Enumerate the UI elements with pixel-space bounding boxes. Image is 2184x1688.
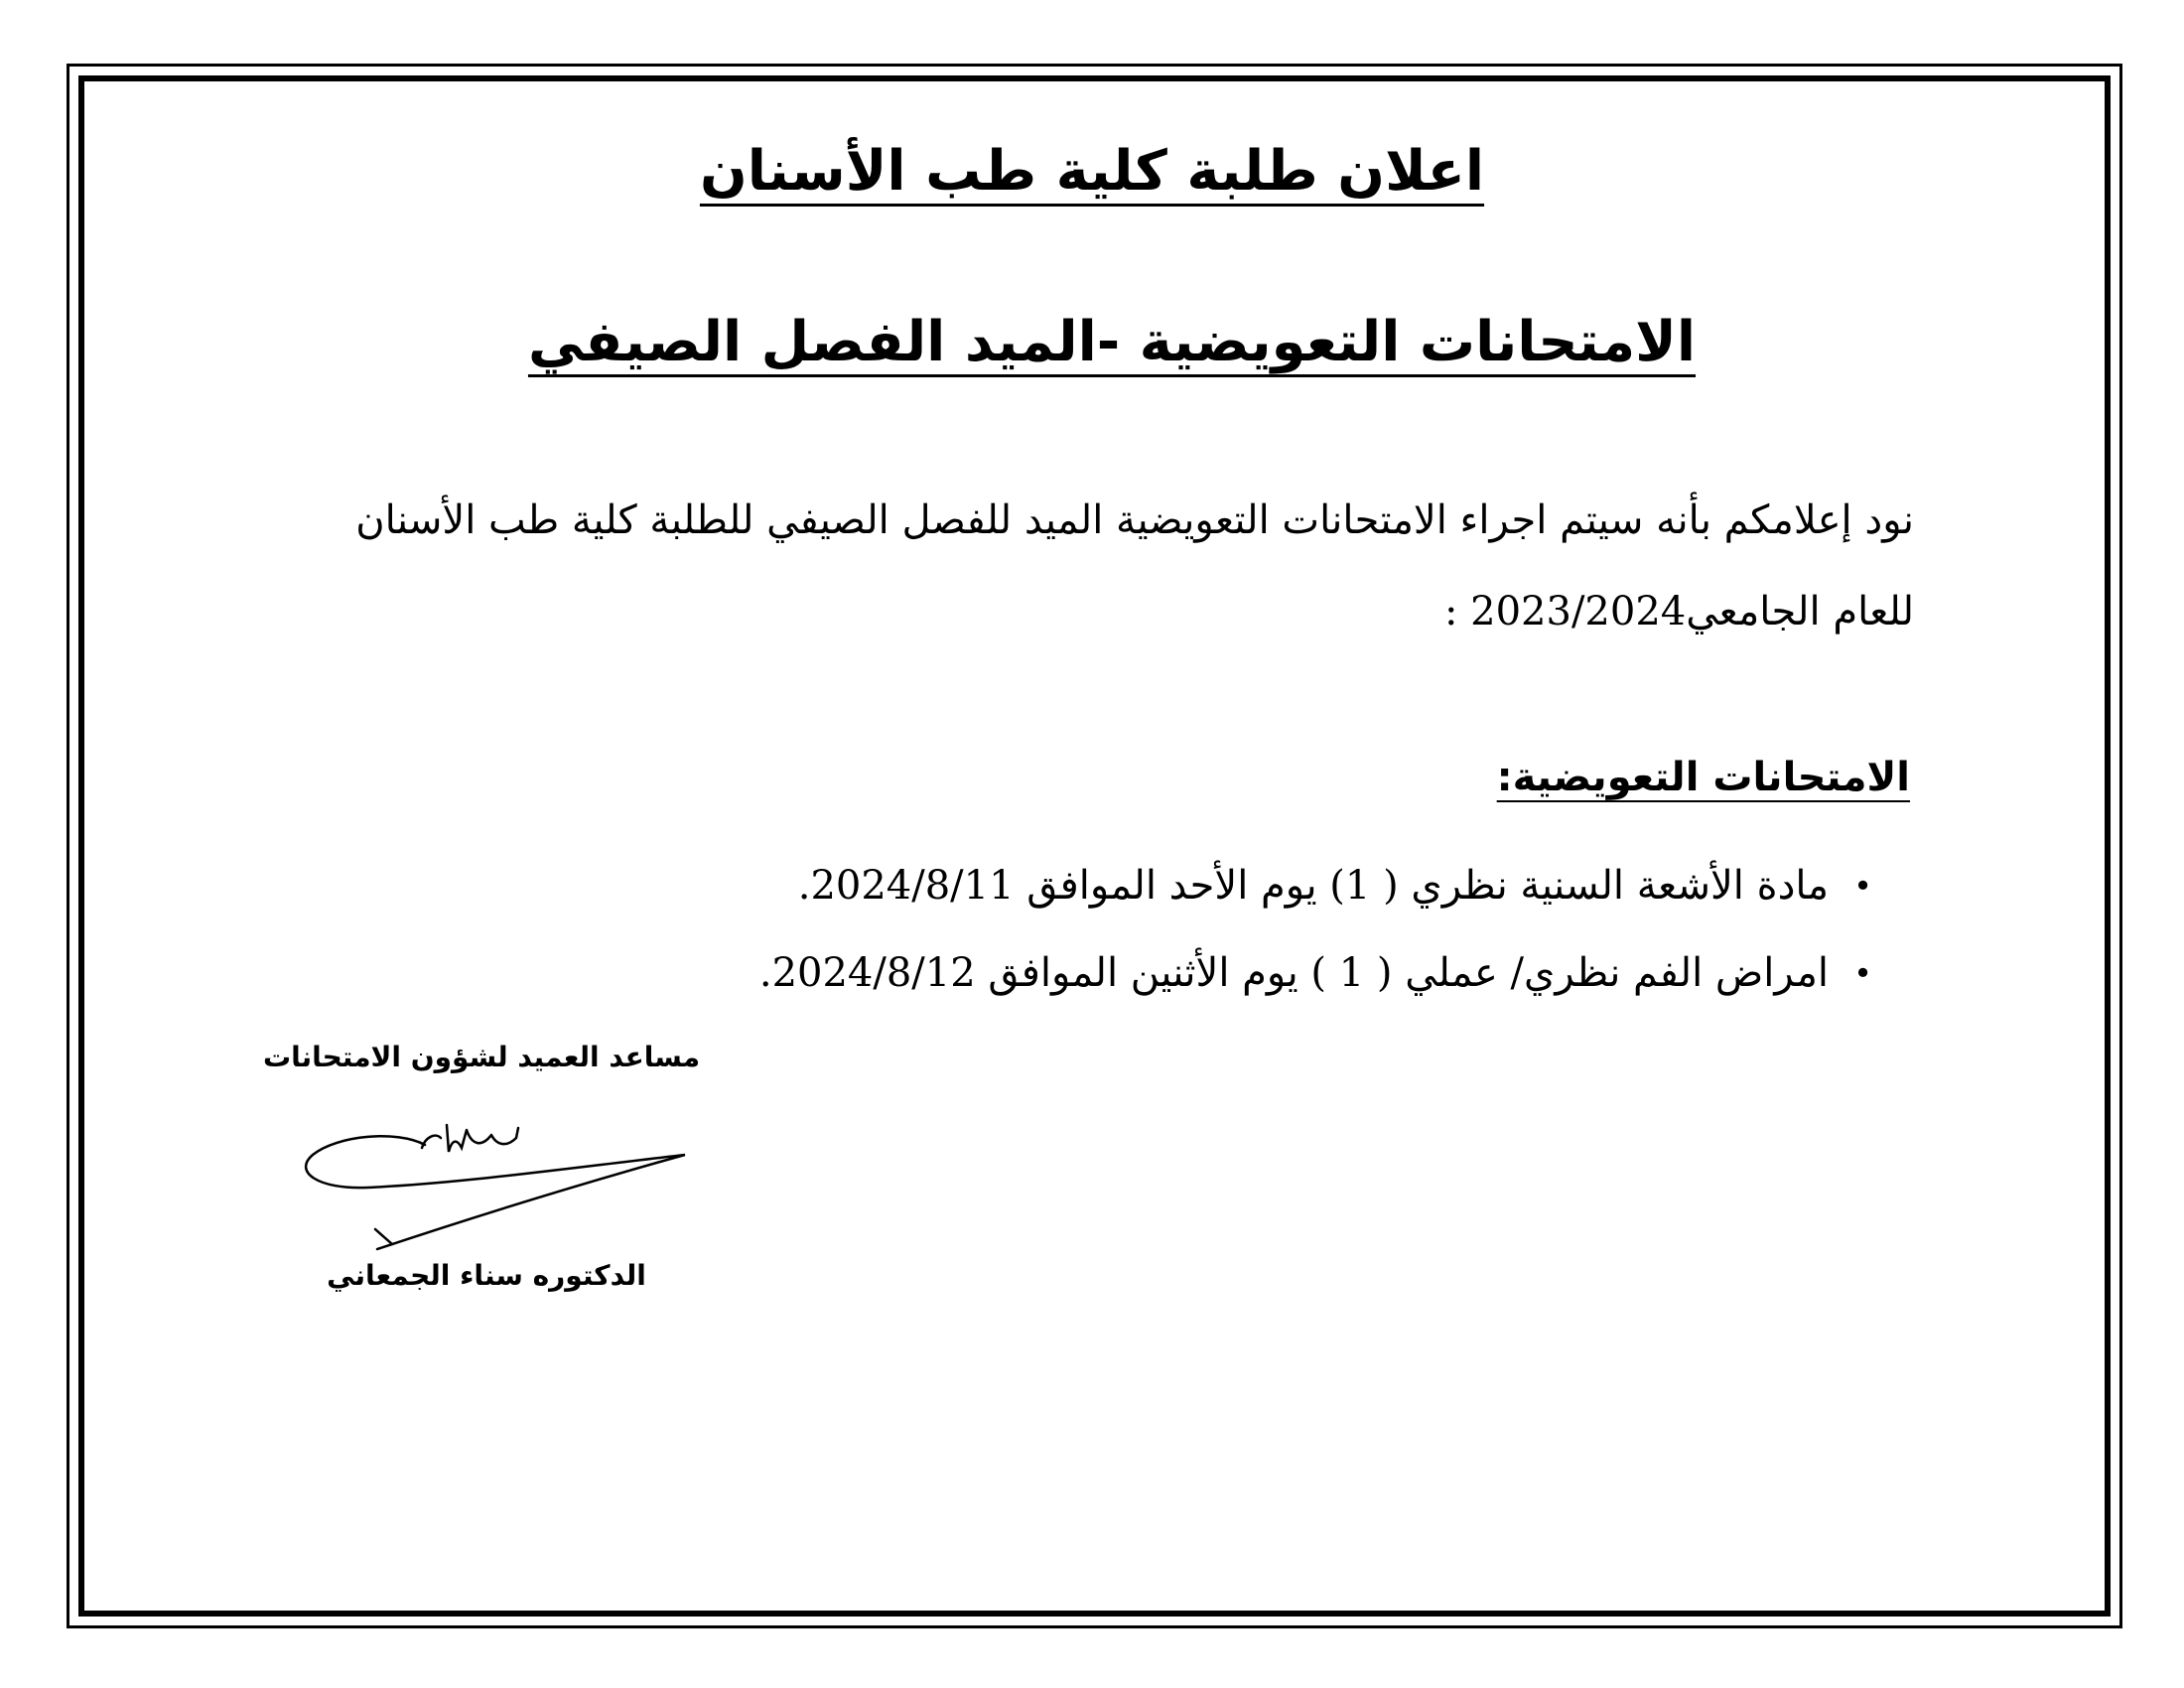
- exams-section-heading: الامتحانات التعويضية:: [1496, 755, 1910, 800]
- exam-item-text: مادة الأشعة السنية نظري ( 1) يوم الأحد الموافق 2024/8/11.: [797, 863, 1829, 909]
- exam-item-text: امراض الفم نظري/ عملي ( 1 ) يوم الأثنين الموافق 2024/8/12.: [758, 950, 1829, 996]
- handwritten-signature: [298, 1110, 695, 1259]
- bullet-icon: •: [1853, 867, 1872, 905]
- bullet-icon: •: [1853, 954, 1872, 992]
- paragraph-line-2: للعام الجامعي2023/2024 :: [1443, 589, 1914, 634]
- announcement-paragraph: [167, 475, 1914, 657]
- announcement-title: اعلان طلبة كلية طب الأسنان: [699, 139, 1485, 204]
- signer-title: مساعد العميد لشؤون الامتحانات: [262, 1041, 701, 1073]
- exams-list: [439, 842, 1876, 1017]
- paragraph-line-1: نود إعلامكم بأنه سيتم اجراء الامتحانات التعويضية الميد للفصل الصيفي للطلبة كلية طب الأسنان: [355, 497, 1914, 543]
- list-item: [439, 842, 1872, 929]
- list-item: [439, 929, 1872, 1017]
- announcement-subtitle: الامتحانات التعويضية -الميد الفصل الصيفي: [527, 310, 1697, 374]
- signer-name: الدكتوره سناء الجمعاني: [327, 1259, 646, 1292]
